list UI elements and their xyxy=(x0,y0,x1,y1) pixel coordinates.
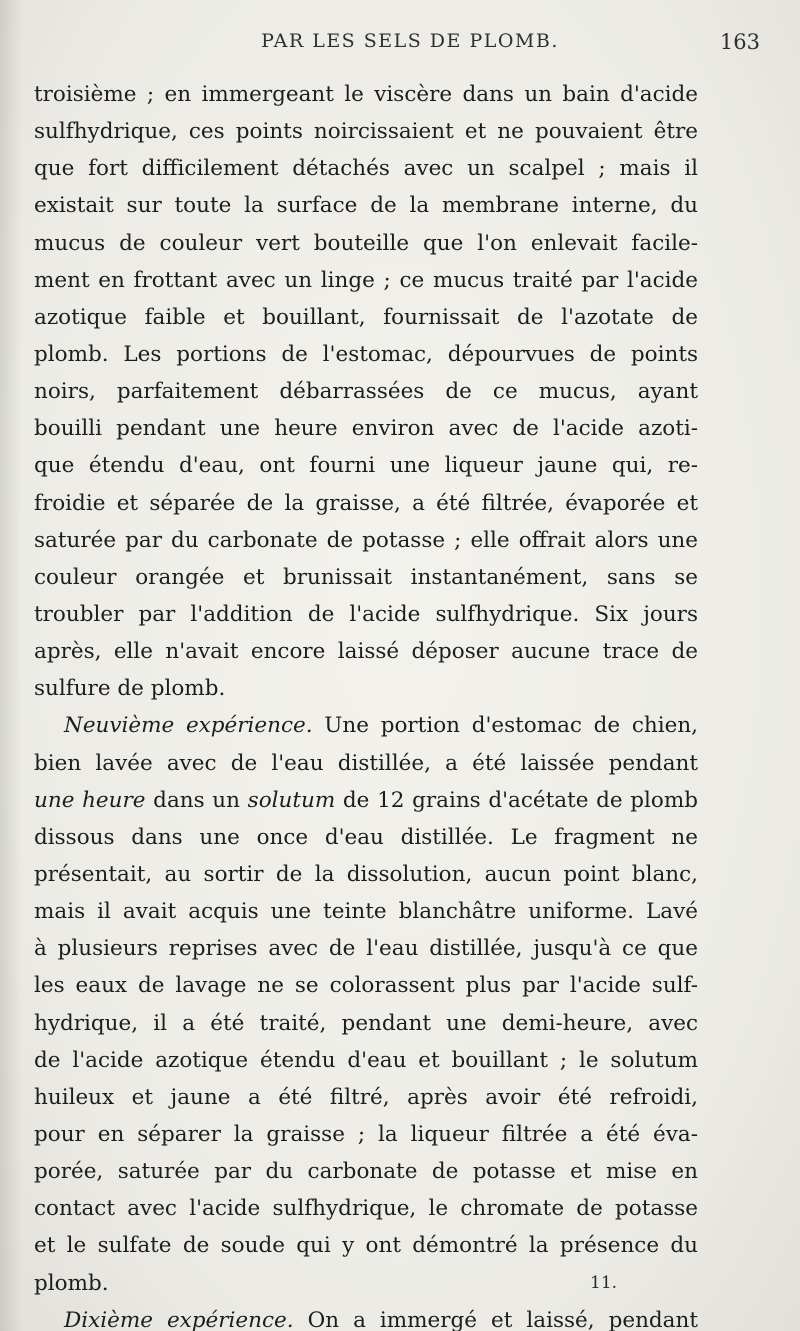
experiment-heading-line xyxy=(34,1302,698,1331)
text-fragment: On a immergé et laissé, pendant xyxy=(293,1307,698,1331)
text-line: contact avec l'acide sulfhydrique, le chromate de potasse xyxy=(34,1196,698,1222)
text-line: que fort difficilement détachés avec un scalpel ; mais il xyxy=(34,156,698,182)
text-line: à plusieurs reprises avec de l'eau distillée, jusqu'à ce que xyxy=(34,936,698,962)
text-line: troubler par l'addition de l'acide sulfhydrique. Six jours xyxy=(34,601,698,627)
experiment-heading-line xyxy=(34,707,698,744)
text-line: huileux et jaune a été filtré, après avoir été refroidi, xyxy=(34,1084,698,1110)
text-line: sulfhydrique, ces points noircissaient et ne pouvaient être xyxy=(34,119,698,145)
experiment-heading: Dixième expérience. xyxy=(64,1307,294,1331)
text-line: sulfure de plomb. xyxy=(34,676,226,702)
text-line: bouilli pendant une heure environ avec de l'acide azoti- xyxy=(34,416,698,442)
text-line: froidie et séparée de la graisse, a été filtrée, évaporée et xyxy=(34,490,698,516)
text-line: plomb. Les portions de l'estomac, dépourvues de points xyxy=(34,341,698,367)
body-text xyxy=(34,76,698,1331)
text-line: mucus de couleur vert bouteille que l'on enlevait facile- xyxy=(34,230,698,256)
text-line: présentait, au sortir de la dissolution, aucun point blanc, xyxy=(34,861,698,887)
signature-mark: 11. xyxy=(590,1273,618,1293)
italic-phrase: une heure xyxy=(34,787,146,813)
text-line: couleur orangée et brunissait instantanément, sans se xyxy=(34,564,698,590)
text-line: pour en séparer la graisse ; la liqueur filtrée a été éva- xyxy=(34,1121,698,1147)
text-line: dissous dans une once d'eau distillée. Le fragment ne xyxy=(34,824,698,850)
text-line: saturée par du carbonate de potasse ; elle offrait alors une xyxy=(34,527,698,553)
text-line: noirs, parfaitement débarrassées de ce mucus, ayant xyxy=(34,379,698,405)
text-line xyxy=(34,782,698,819)
text-line: plomb. xyxy=(34,1270,109,1296)
text-line: hydrique, il a été traité, pendant une demi-heure, avec xyxy=(34,1010,698,1036)
text-fragment: dans un xyxy=(145,787,248,813)
text-line: ment en frottant avec un linge ; ce mucus traité par l'acide xyxy=(34,267,698,293)
text-fragment: Une portion d'estomac de chien, xyxy=(312,713,699,739)
text-fragment: de 12 grains d'acétate de plomb xyxy=(335,787,699,813)
page-header xyxy=(60,30,760,60)
page-number: 163 xyxy=(719,30,760,54)
text-line: azotique faible et bouillant, fournissait de l'azotate de xyxy=(34,304,698,330)
gutter-shadow xyxy=(0,0,22,1331)
experiment-heading: Neuvième expérience. xyxy=(64,713,313,739)
italic-phrase: solutum xyxy=(247,787,336,813)
text-line: de l'acide azotique étendu d'eau et bouillant ; le solutum xyxy=(34,1047,698,1073)
text-line: et le sulfate de soude qui y ont démontré la présence du xyxy=(34,1233,698,1259)
text-line: bien lavée avec de l'eau distillée, a été laissée pendant xyxy=(34,750,698,776)
text-line: existait sur toute la surface de la membrane interne, du xyxy=(34,193,698,219)
running-title: PAR LES SELS DE PLOMB. xyxy=(261,30,559,52)
text-line: après, elle n'avait encore laissé déposer aucune trace de xyxy=(34,639,698,665)
text-line: que étendu d'eau, ont fourni une liqueur jaune qui, re- xyxy=(34,453,698,479)
text-line: troisième ; en immergeant le viscère dans un bain d'acide xyxy=(34,82,698,107)
text-line: les eaux de lavage ne se colorassent plus par l'acide sulf- xyxy=(34,973,698,999)
text-line: porée, saturée par du carbonate de potasse et mise en xyxy=(34,1159,698,1185)
text-line: mais il avait acquis une teinte blanchâtre uniforme. Lavé xyxy=(34,899,698,925)
